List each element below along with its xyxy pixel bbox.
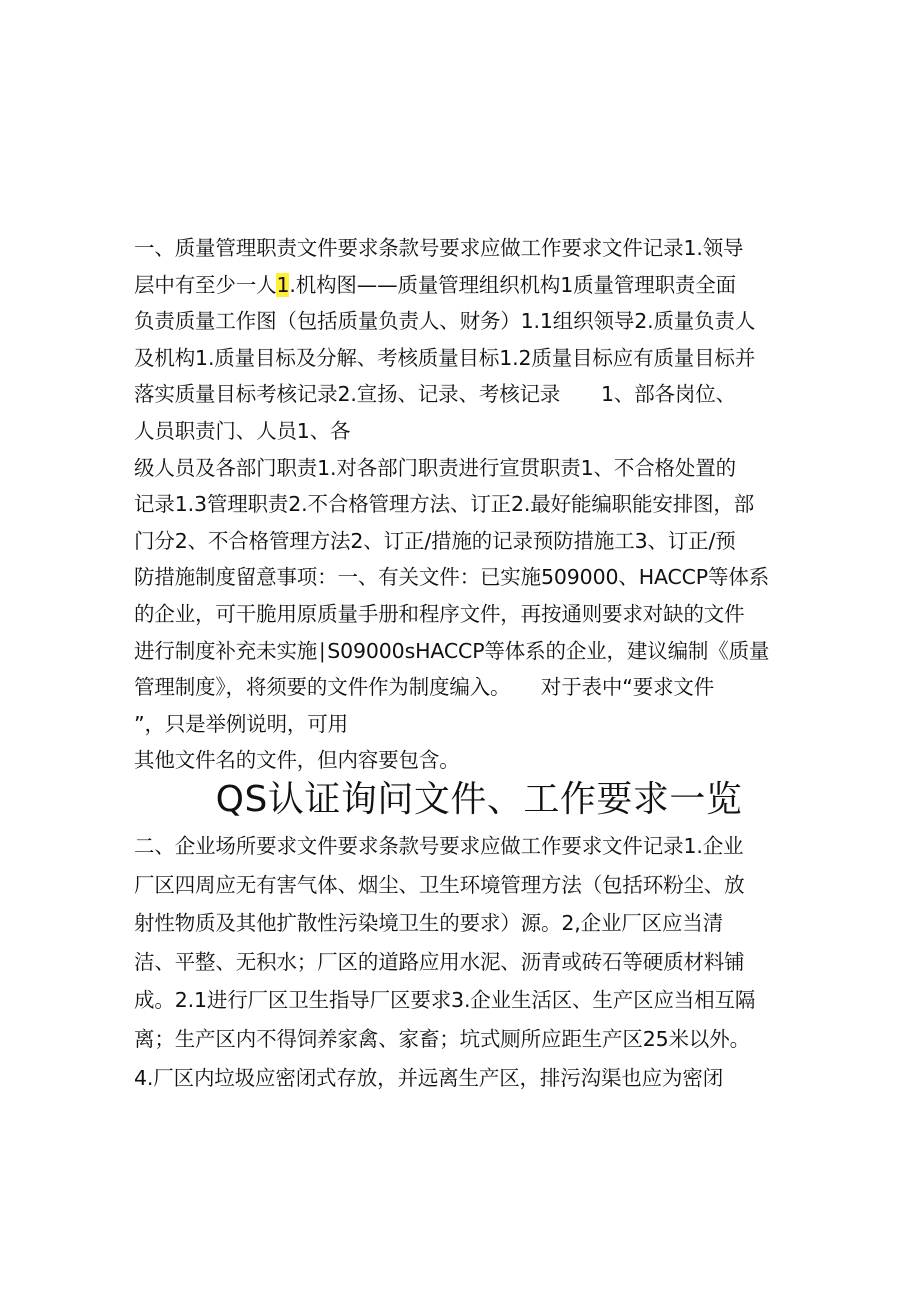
text-span: .机构图——质量管理组织机构1质量管理职责全面	[289, 272, 736, 297]
text-line: 门分2、不合格管理方法2、订正/措施的记录预防措施工3、订正/预	[134, 528, 736, 553]
text-line: 进行制度补充未实施∣S09000sHACCP等体系的企业，建议编制《质量	[134, 638, 770, 663]
section-quality-management	[134, 230, 794, 779]
text-line: 负责质量工作图（包括质量负责人、财务）1.1组织领导2.质量负责人	[134, 309, 756, 334]
text-line: 厂区四周应无有害气体、烟尘、卫生环境管理方法（包括环粉尘、放	[134, 872, 745, 897]
text-line: 射性物质及其他扩散性污染境卫生的要求）源。2,企业厂区应当清	[134, 911, 724, 936]
text-line: 记录1.3管理职责2.不合格管理方法、订正2.最好能编职能安排图，部	[134, 492, 755, 517]
text-line: 的企业，可干脆用原质量手册和程序文件，再按通则要求对缺的文件	[134, 601, 745, 626]
text-line	[134, 267, 794, 304]
text-line: 成。2.1进行厂区卫生指导厂区要求3.企业生活区、生产区应当相互隔	[134, 988, 756, 1013]
text-line: 一、质量管理职责文件要求条款号要求应做工作要求文件记录1.领导	[134, 236, 744, 260]
text-line: 4.厂区内垃圾应密闭式存放，并远离生产区，排污沟渠也应为密闭	[134, 1065, 724, 1090]
text-line: 及机构1.质量目标及分解、考核质量目标1.2质量目标应有质量目标并	[134, 345, 756, 370]
text-line: 级人员及各部门职责1.对各部门职责进行宣贯职责1、不合格处置的	[134, 455, 736, 480]
section-enterprise-premises	[134, 827, 794, 1097]
text-line: 管理制度》，将须要的文件作为制度编入。 对于表中“要求文件	[134, 675, 715, 700]
document-title: QS认证询问文件、工作要求一览	[215, 779, 743, 820]
text-line: 防措施制度留意事项：一、有关文件：已实施509000、HACCP等体系	[134, 565, 770, 590]
text-line: 其他文件名的文件，但内容要包含。	[134, 748, 460, 773]
text-line: ”，只是举例说明，可用	[134, 711, 348, 736]
text-line: 二、企业场所要求文件要求条款号要求应做工作要求文件记录1.企业	[134, 834, 744, 858]
text-line: 落实质量目标考核记录2.宣扬、记录、考核记录 1、部各岗位、	[134, 382, 736, 407]
text-span: 层中有至少一人	[134, 272, 277, 297]
text-line: 离；生产区内不得饲养家禽、家畜；坑式厕所应距生产区25米以外。	[134, 1026, 750, 1051]
text-line: 人员职责门、人员1、各	[134, 418, 351, 443]
text-line: 洁、平整、无积水；厂区的道路应用水泥、沥青或砖石等硬质材料铺	[134, 949, 745, 974]
highlighted-number: 1	[276, 272, 290, 297]
